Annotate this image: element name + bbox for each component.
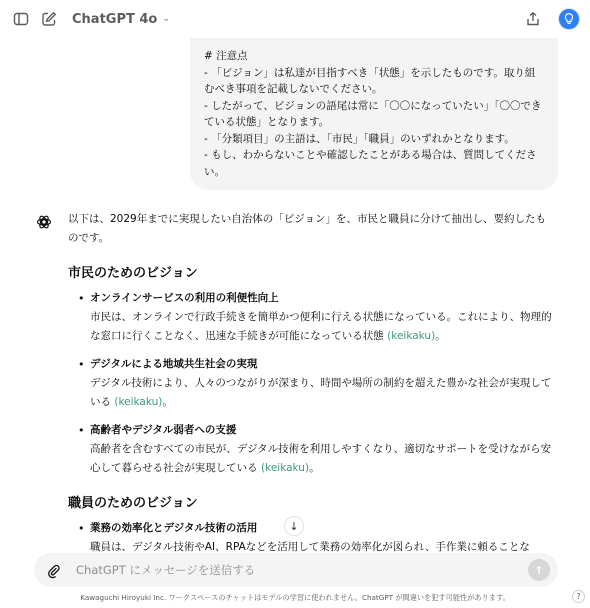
avatar[interactable]	[558, 8, 580, 30]
item-body	[90, 440, 556, 478]
user-message-line: # 注意点	[204, 50, 248, 62]
item-end: 。	[435, 330, 446, 342]
item-end: 。	[162, 396, 173, 408]
chevron-down-icon: ⌄	[162, 14, 170, 24]
list-item	[78, 355, 556, 412]
send-button[interactable]	[528, 559, 550, 581]
item-body	[90, 308, 556, 346]
item-body	[90, 374, 556, 412]
item-title: • デジタルによる地域共生社会の実現	[90, 358, 258, 370]
item-text: 市民は、オンラインで行政手続きを簡単かつ便利に行える状態になっている。これにより、物理的な窓口に行くことなく、迅速な手続きが可能になっている状態	[90, 311, 552, 342]
assistant-message	[36, 210, 556, 566]
message-composer[interactable]	[34, 553, 558, 587]
user-message-line: - 「ビジョン」は私達が目指すべき「状態」を示したものです。取り組むべき事項を記載しないでください。	[204, 66, 536, 95]
scroll-to-bottom-button[interactable]	[284, 516, 304, 536]
section-title: 職員のためのビジョン	[68, 496, 198, 511]
item-end: 。	[309, 462, 320, 474]
chatgpt-logo-icon	[36, 214, 52, 230]
user-message-line: - 「分類項目」の主語は、「市民」「職員」のいずれかとなります。	[204, 132, 515, 145]
section-title: 市民のためのビジョン	[68, 266, 198, 281]
item-text: デジタル技術により、人々のつながりが深まり、時間や場所の制約を超えた豊かな社会が実現している	[90, 377, 552, 408]
assistant-intro: 以下は、2029年までに実現したい自治体の「ビジョン」を、市民と職員に分けて抽出し、要約したものです。	[68, 213, 547, 244]
send-arrow-icon: ↑	[534, 563, 544, 577]
vision-section-citizens	[68, 262, 556, 478]
conversation-area[interactable]	[0, 38, 590, 553]
citation-tag[interactable]: (keikaku)	[114, 396, 163, 408]
model-name: ChatGPT 4o	[72, 11, 158, 27]
item-title: • オンラインサービスの利用の利便性向上	[90, 292, 279, 304]
message-input[interactable]: ChatGPT にメッセージを送信する	[76, 563, 256, 577]
footer-disclaimer: Kawaguchi Hiroyuki Inc. ワークスペースのチャットはモデルの学習に使われません。ChatGPT が間違いを犯す可能性があります。	[80, 593, 510, 602]
list-item	[78, 519, 556, 557]
sidebar-toggle-icon[interactable]	[10, 8, 32, 30]
list-item	[78, 421, 556, 478]
vision-section-staff	[68, 492, 556, 557]
item-title: • 業務の効率化とデジタル技術の活用	[90, 522, 258, 534]
model-selector[interactable]	[72, 12, 170, 27]
list-item	[78, 289, 556, 346]
user-message-bubble	[190, 38, 558, 190]
citation-tag[interactable]: (keikaku)	[387, 330, 436, 342]
new-chat-icon[interactable]	[38, 8, 60, 30]
paperclip-icon[interactable]	[44, 561, 62, 579]
item-text: 高齢者を含むすべての市民が、デジタル技術を利用しやすくなり、適切なサポートを受けながら安心して暮らせる社会が実現している	[90, 443, 552, 474]
item-text: 職員は、デジタル技術やAI、RPAなどを活用して業務の効率化が図られ、手作業に頼ることな	[90, 541, 530, 553]
arrow-down-icon: ↓	[289, 519, 299, 533]
citation-tag[interactable]: (keikaku)	[261, 462, 310, 474]
share-icon[interactable]	[522, 8, 544, 30]
top-bar	[0, 0, 590, 38]
item-title: • 高齢者やデジタル弱者への支援	[90, 424, 237, 436]
user-message-line: - もし、わからないことや確認したことがある場合は、質問してください。	[204, 149, 537, 178]
help-button[interactable]: ?	[572, 590, 585, 603]
user-message-line: - したがって、ビジョンの語尾は常に「〇〇になっていたい」「〇〇できている状態」となります。	[204, 99, 542, 128]
